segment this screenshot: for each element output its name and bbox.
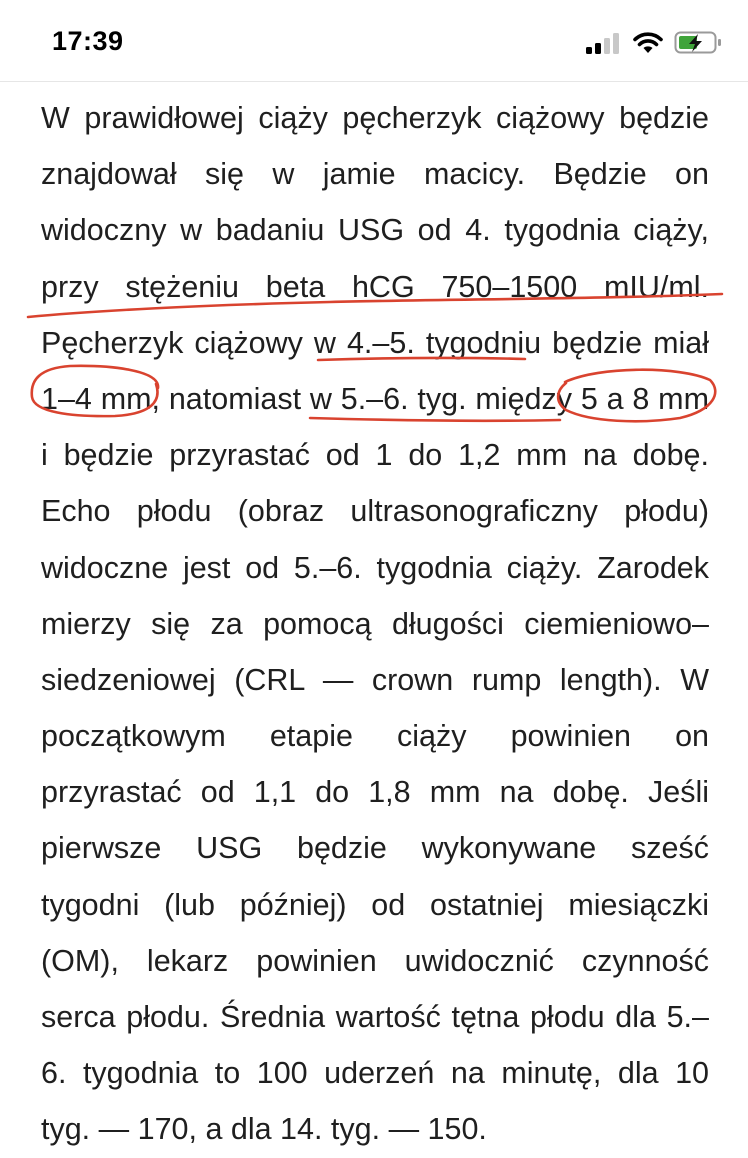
text-line: widoczny w badaniu USG od 4. tygodnia ciąży,	[41, 213, 709, 248]
status-time: 17:39	[52, 26, 124, 56]
text-line: przy stężeniu beta hCG 750–1500 mIU/ml.	[41, 269, 709, 304]
text-line: znajdował się w jamie macicy. Będzie on	[41, 157, 709, 192]
text-line: widoczne jest od 5.–6. tygodnia ciąży. Zarodek	[41, 550, 709, 585]
text-line: (OM), lekarz powinien uwidocznić czynność	[41, 943, 709, 978]
text-line: Echo płodu (obraz ultrasonograficzny płodu)	[41, 494, 709, 529]
text-line: 1–4 mm, natomiast w 5.–6. tyg. między 5 a 8 mm	[41, 381, 709, 416]
text-line: i będzie przyrastać od 1 do 1,2 mm na dobę.	[41, 438, 709, 473]
text-line: pierwsze USG będzie wykonywane sześć	[41, 831, 709, 866]
text-line: W prawidłowej ciąży pęcherzyk ciążowy będzie	[41, 101, 709, 135]
battery-charging-icon	[674, 31, 722, 55]
cellular-signal-icon	[586, 32, 624, 54]
text-line: tygodni (lub później) od ostatniej miesiączki	[41, 887, 709, 922]
text-line: początkowym etapie ciąży powinien on	[41, 719, 709, 754]
article-text	[41, 90, 709, 1158]
text-line: siedzeniowej (CRL — crown rump length). W	[41, 662, 709, 697]
text-line: tyg. — 170, a dla 14. tyg. — 150.	[41, 1112, 487, 1147]
text-line: przyrastać od 1,1 do 1,8 mm na dobę. Jeśli	[41, 775, 709, 810]
text-line: serca płodu. Średnia wartość tętna płodu dla 5.–	[41, 1000, 709, 1034]
text-line: Pęcherzyk ciążowy w 4.–5. tygodniu będzie miał	[41, 325, 709, 360]
text-line: 6. tygodnia to 100 uderzeń na minutę, dla 10	[41, 1056, 709, 1091]
status-bar	[0, 0, 748, 82]
text-line: mierzy się za pomocą długości ciemieniowo–	[41, 606, 709, 641]
wifi-icon	[632, 31, 664, 55]
